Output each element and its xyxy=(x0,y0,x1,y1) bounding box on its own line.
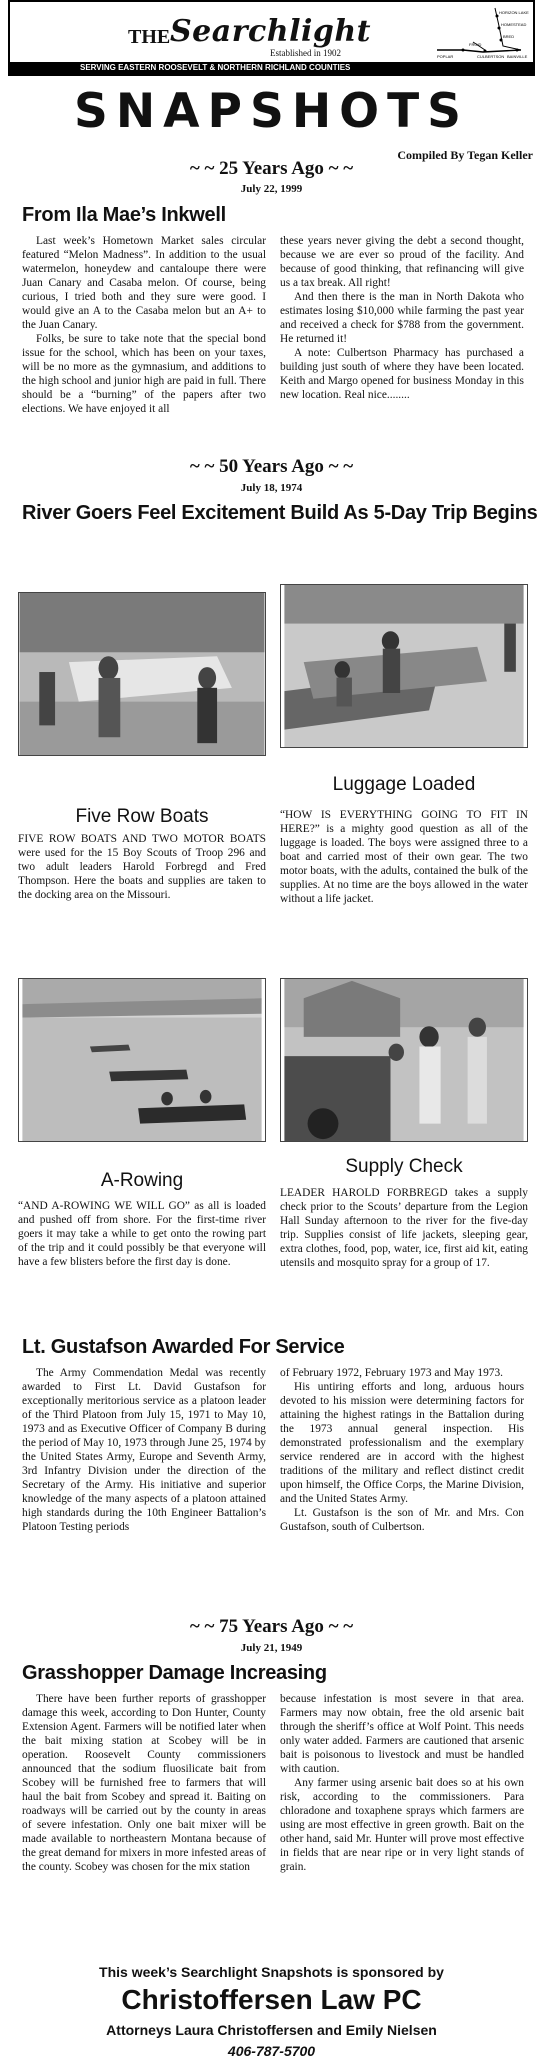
sponsor-attorneys: Attorneys Laura Christoffersen and Emily Nielsen xyxy=(106,2022,437,2038)
caption-body: FIVE ROW BOATS AND TWO MOTOR BOATS were used for the 15 Boy Scouts of Troop 296 and two adult leaders Harold Forbregd and Fred Thompson. Here the boats and supplies are taken to the docking area on the Missouri. xyxy=(18,833,266,901)
article-column xyxy=(280,1366,524,1534)
paragraph: Last week’s Hometown Market sales circular featured “Melon Madness”. In addition to the usual watermelon, honeydew and cantaloupe there were Juan Canary and Casaba melon. Of course, being curious, I tried both and they sure were good. I would give an A to the Casaba melon but an A+ to the Juan Canary. xyxy=(22,235,266,331)
masthead xyxy=(8,0,535,76)
section-title: SNAPSHOTS xyxy=(73,84,470,139)
masthead-top xyxy=(10,2,533,64)
map-label: CULBERTSON xyxy=(477,54,505,59)
paragraph: Any farmer using arsenic bait does so at his own risk, according to the commissioners. Para chloradone and toxaphene sprays which farmers are using are most effective in green growth. Bait on the other hand, said Mr. Hunter will prove most effective in fields that are near ripe or in very light stands of grain. xyxy=(280,1777,524,1873)
area-map-icon xyxy=(433,6,529,60)
map-label: HOMESTEAD xyxy=(501,22,527,27)
gustafson-headline: Lt. Gustafson Awarded For Service xyxy=(22,1336,345,1358)
article-column xyxy=(22,1366,266,1534)
caption-title: Five Row Boats xyxy=(75,806,209,827)
era-50-date: July 18, 1974 xyxy=(240,482,303,494)
paragraph: A note: Culbertson Pharmacy has purchased a building just south of where they have been located. Keith and Margo opened for business Monday in this new location. Real nice........ xyxy=(280,347,524,401)
photo-luggage-loaded xyxy=(280,584,528,748)
paragraph: of February 1972, February 1973 and May 1973. xyxy=(280,1367,504,1379)
map-label: BRED xyxy=(503,34,515,39)
paragraph: Lt. Gustafson is the son of Mr. and Mrs. Con Gustafson, south of Culbertson. xyxy=(280,1507,524,1533)
logo-name: Searchlight xyxy=(170,14,372,49)
sponsor-line: This week’s Searchlight Snapshots is sponsored by xyxy=(99,1964,444,1980)
paragraph: because infestation is most severe in that area. Farmers may now obtain, free the old arsenic bait through the sheriff’s office at Wolf Point. This needs only water added. Farmers are cautioned that arsenic bait is poisonous to livestock and must be handled with caution. xyxy=(280,1693,524,1775)
established-text: Established in 1902 xyxy=(270,48,341,58)
era-75-date: July 21, 1949 xyxy=(240,1642,303,1654)
caption-title: A-Rowing xyxy=(100,1170,184,1191)
caption-body: “AND A-ROWING WE WILL GO” as all is loaded and pushed off from shore. For the first-time river goers it may take a while to get onto the rowing part of the trip and it could possibly be that everyone will have a few blisters before the first day is done. xyxy=(18,1200,266,1268)
map-label: BAINVILLE xyxy=(507,54,528,59)
article-column xyxy=(280,234,524,416)
logo-the: THE xyxy=(128,26,171,48)
caption-body: “HOW IS EVERYTHING GOING TO FIT IN HERE?” is a mighty good question as all of the luggage is loaded. The boys were assigned three to a boat and carried most of their own gear. The two motor boats, with the adults, contained the bulk of the supplies. At no time are the boys allowed in the water without a life jacket. xyxy=(280,809,528,905)
map-label: HORIZON LAKE xyxy=(499,10,529,15)
era-75-heading: ~ ~ 75 Years Ago ~ ~ xyxy=(189,1616,354,1637)
article-column xyxy=(22,1692,266,1874)
photo-boats-carried xyxy=(18,592,266,756)
era-50-headline: River Goers Feel Excitement Build As 5-Day Trip Begins xyxy=(22,502,538,524)
era-25-article xyxy=(22,234,524,416)
map-label: FROID xyxy=(469,42,482,47)
sponsor-name: Christoffersen Law PC xyxy=(121,1984,422,2015)
paragraph: Folks, be sure to take note that the special bond issue for the school, which has been on your taxes, will be no more as the gymnasium, and additions to the high school and junior high are paid in full. There should be a “burning” of the papers after two elections. We have enjoyed it all xyxy=(22,333,266,415)
era-50-heading: ~ ~ 50 Years Ago ~ ~ xyxy=(189,456,354,477)
paragraph: There have been further reports of grasshopper damage this week, according to Don Hunter, County Extension Agent. Farmers will be notified later when the bait mixing station at Scobey will be in operation. Roosevelt County commissioners announced that the sodium fluosilicate bait from Scobey will be furnished free to farmers that will haul the bait from Scobey and spread it. Baiting on roadways will be carried out by the county in areas of severe infestation. Only one bait mixer will be made available to northeastern Montana because of the great demand for mixers in more infested areas of the county. Scobey was chosen for the mix station xyxy=(22,1693,266,1873)
paragraph: these years never giving the debt a second thought, because we are ever so proud of the facility. And because of good thinking, that refinancing will give us a tax break. All right! xyxy=(280,235,524,289)
paragraph: The Army Commendation Medal was recently awarded to First Lt. David Gustafson for exceptionally meritorious service as a platoon leader of the Third Platoon from July 15, 1971 to May 10, 1973 and as Executive Officer of Company B during the period of May 10, 1973 through June 25, 1974 by the United States Army, Europe and Seventh Army, 3rd Infantry Division under the direction of the Secretary of the Army. His initiative and superior knowledge of the many aspects of a platoon attained high standards during the 10th Engineer Battalion’s Platoon Testing periods xyxy=(22,1367,266,1533)
caption-body: LEADER HAROLD FORBREGD takes a supply check prior to the Scouts’ departure from the Legion Hall Sunday afternoon to the river for the five-day trip. Supplies consist of life jackets, sleeping gear, extra clothes, food, pop, water, ice, first aid kit, eating utensils and mosquito spray for a group of 17. xyxy=(280,1187,528,1269)
masthead-band: SERVING EASTERN ROOSEVELT & NORTHERN RICHLAND COUNTIES xyxy=(10,62,533,74)
photo-a-rowing xyxy=(18,978,266,1142)
sponsor-phone: 406-787-5700 xyxy=(227,2043,316,2059)
article-column xyxy=(280,1692,524,1874)
caption-title: Supply Check xyxy=(345,1156,463,1177)
paragraph: And then there is the man in North Dakota who estimates losing $10,000 while farming the past year and received a check for $788 from the government. He returned it! xyxy=(280,291,524,345)
era-25-heading: ~ ~ 25 Years Ago ~ ~ xyxy=(189,158,354,179)
era-75-headline: Grasshopper Damage Increasing xyxy=(22,1662,327,1684)
era-25-headline: From Ila Mae’s Inkwell xyxy=(22,204,226,226)
photo-supply-check xyxy=(280,978,528,1142)
era-75-article xyxy=(22,1692,524,1874)
article-column xyxy=(22,234,266,416)
era-25-date: July 22, 1999 xyxy=(240,183,303,195)
caption-title: Luggage Loaded xyxy=(332,774,476,795)
paragraph: His untiring efforts and long, arduous hours devoted to his mission were determining factors for attaining the highest ratings in the Battalion during the 1973 annual general inspection. His demonstrated professionalism and the exemplary service rendered are in accord with the highest traditions of the military and reflect distinct credit upon himself, the Office Corps, the Marine Division, and the United States Army. xyxy=(280,1381,524,1505)
compiled-by: Compiled By Tegan Keller xyxy=(397,148,533,162)
map-label: POPLAR xyxy=(437,54,454,59)
gustafson-article xyxy=(22,1366,524,1534)
